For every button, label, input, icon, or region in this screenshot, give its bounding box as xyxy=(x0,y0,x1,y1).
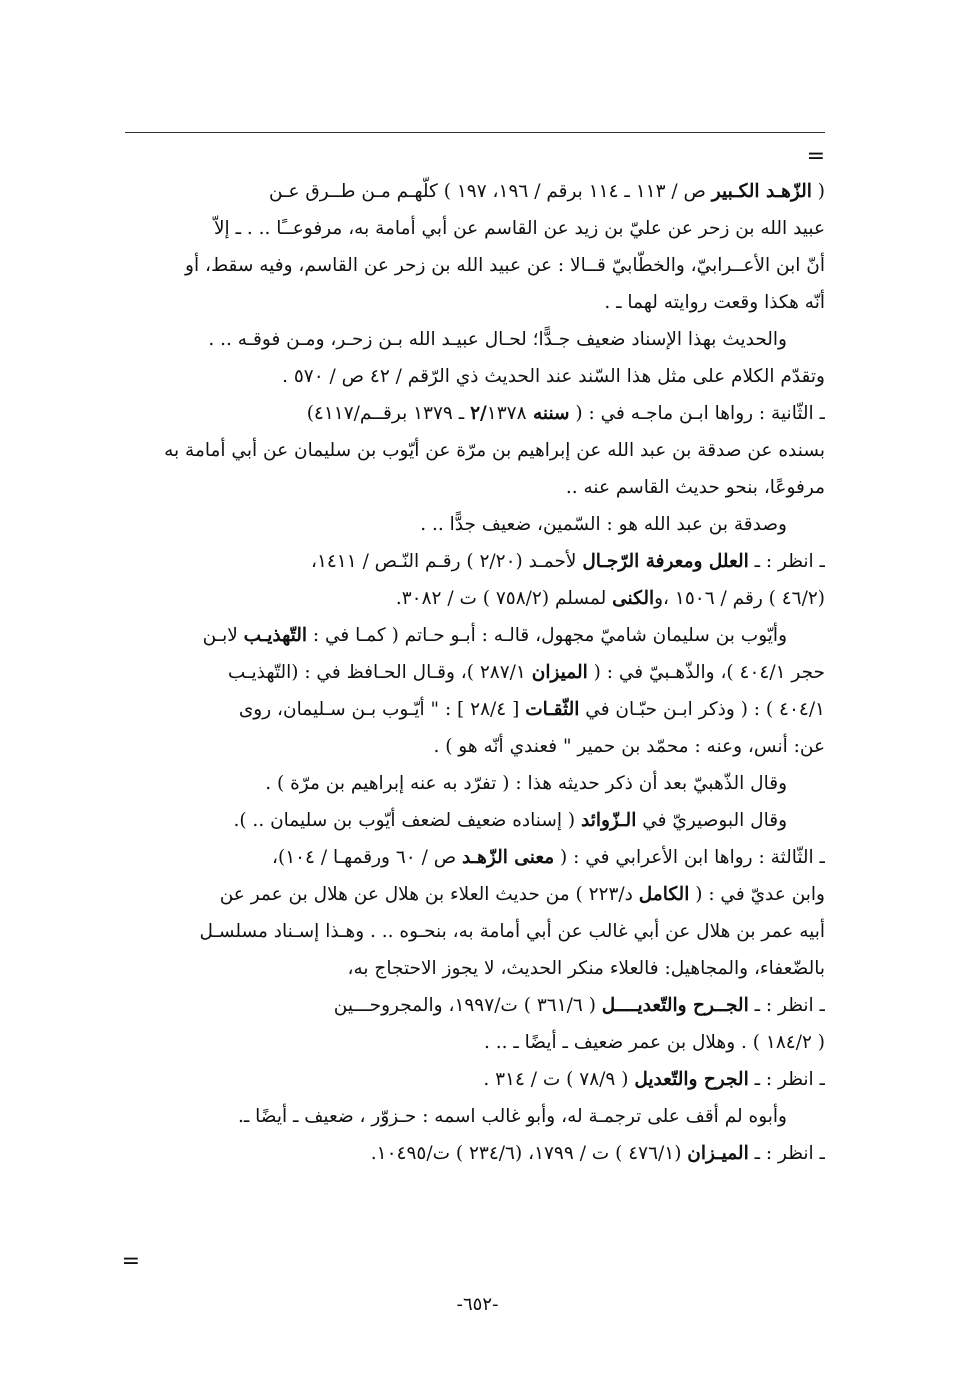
text-segment: بسنده عن صدقة بن عبد الله عن إبراهيم بن مرّة عن أيّوب بن سليمان عن أبي أمامة به xyxy=(164,440,825,461)
bold-title: الكنى xyxy=(612,588,655,609)
text-line xyxy=(125,987,825,1024)
bold-title: سننه ٢/ xyxy=(470,403,570,424)
text-line xyxy=(125,765,825,802)
text-line xyxy=(125,210,825,247)
bold-title: الكامل xyxy=(638,884,690,905)
bold-title: الزّهـد الكـبير xyxy=(711,181,812,202)
text-line xyxy=(125,950,825,987)
text-segment: أنّه هكذا وقعت روايته لهما ـ . xyxy=(604,292,825,313)
text-segment: ـ الثّانية : رواها ابـن ماجـه في : ( xyxy=(569,403,825,424)
text-segment: ( xyxy=(811,181,825,202)
text-segment: ـ انظر : ـ xyxy=(748,1143,825,1164)
text-line xyxy=(125,1098,825,1135)
text-segment: ٢٨٧/١ )، وقـال الحـافظ في : (التّهذيـب xyxy=(227,662,532,683)
text-line xyxy=(125,691,825,728)
text-segment: لأحمـد (٢/٢٠ ) رقـم النّـص / ١٤١١، xyxy=(310,551,583,572)
text-segment: ص / ١١٣ ـ ١١٤ برقم / ١٩٦، ١٩٧ ) كلّهـم مـن طــرق عـن xyxy=(268,181,712,202)
text-line xyxy=(125,247,825,284)
text-line xyxy=(125,580,825,617)
text-segment: عن: أنس، وعنه : محمّد بن حمير " فعندي أنّه هو ) . xyxy=(433,736,825,757)
text-segment: وابن عديّ في : ( xyxy=(689,884,825,905)
text-segment: وقال الذّهبيّ بعد أن ذكر حديثه هذا : ( تفرّد به عنه إبراهيم بن مرّة ) . xyxy=(265,773,787,794)
text-segment: ( ٣٦١/٦ ) ت/١٩٩٧، والمجروحـــين xyxy=(333,995,602,1016)
bold-title: الميزان xyxy=(531,662,588,683)
continuation-mark-top: = xyxy=(806,144,825,169)
text-segment: وأيّوب بن سليمان شاميّ مجهول، قالـه : أبـو حـاتم ( كمـا في : xyxy=(307,625,787,646)
bold-title: الجــرح والتّعديــــل xyxy=(601,995,749,1016)
text-line xyxy=(125,654,825,691)
text-line xyxy=(125,358,825,395)
text-segment: ـ انظر : ـ xyxy=(748,1069,825,1090)
text-segment: لابـن xyxy=(202,625,244,646)
text-line xyxy=(125,432,825,469)
bold-title: معنى الزّهـد xyxy=(462,847,555,868)
text-line xyxy=(125,802,825,839)
text-segment: ٤٠٤/١ ) : ( وذكر ابـن حبّـان في xyxy=(579,699,825,720)
bold-title: العلل ومعرفة الرّجـال xyxy=(582,551,749,572)
bold-title: الـزّوائد xyxy=(581,810,637,831)
text-line xyxy=(125,469,825,506)
text-line xyxy=(125,506,825,543)
text-line xyxy=(125,284,825,321)
text-segment: [ ٢٨/٤ ] : " أيّـوب بـن سـليمان، روى xyxy=(238,699,526,720)
text-segment: حجر ٤٠٤/١ )، والذّهـبيّ في : ( xyxy=(587,662,825,683)
text-segment: ١٣٧٨ ـ ١٣٧٩ برقــم/٤١١٧) xyxy=(306,403,527,424)
text-segment: لمسلم (٧٥٨/٢ ) ت / ٣٠٨٢. xyxy=(395,588,613,609)
text-segment: د/٢٢٣ ) من حديث العلاء بن هلال عن هلال بن عمر عن xyxy=(219,884,639,905)
text-segment: وقال البوصيريّ في xyxy=(636,810,787,831)
text-line xyxy=(125,913,825,950)
body-text xyxy=(125,173,825,1172)
text-segment: أبيه عمر بن هلال عن أبي غالب عن أبي أمامة به، بنحـوه .. . وهـذا إسـناد مسلسـل xyxy=(199,921,825,942)
bold-title: الثّقـات xyxy=(525,699,580,720)
text-line xyxy=(125,1024,825,1061)
text-line xyxy=(125,173,825,210)
text-segment: مرفوعًا، بنحو حديث القاسم عنه .. xyxy=(565,477,825,498)
text-line xyxy=(125,321,825,358)
text-segment: (٤٦/٢ ) رقم / ١٥٠٦ ،و xyxy=(654,588,825,609)
text-line xyxy=(125,1061,825,1098)
text-line xyxy=(125,617,825,654)
text-segment: ( ١٨٤/٢ ) . وهلال بن عمر ضعيف ـ أيضًا ـ .. . xyxy=(483,1032,825,1053)
text-segment: ـ الثّالثة : رواها ابن الأعرابي في : ( xyxy=(554,847,825,868)
text-line xyxy=(125,876,825,913)
top-divider-rule xyxy=(125,132,825,133)
text-segment: وأبوه لم أقف على ترجمـة له، وأبو غالب اسمه : حـزوّر ، ضعيف ـ أيضًا ـ. xyxy=(237,1106,787,1127)
text-segment: والحديث بهذا الإسناد ضعيف جـدًّا؛ لحـال عبيـد الله بـن زحـر، ومـن فوقـه .. . xyxy=(208,329,787,350)
bold-title: الميـزان xyxy=(687,1143,749,1164)
text-line xyxy=(125,839,825,876)
bold-title: التّهذيـب xyxy=(243,625,307,646)
text-line xyxy=(125,395,825,432)
text-segment: ـ انظر : ـ xyxy=(748,995,825,1016)
text-segment: ( ٧٨/٩ ) ت / ٣١٤ . xyxy=(483,1069,635,1090)
text-segment: (٤٧٦/١ ) ت / ١٧٩٩، (٢٣٤/٦ ) ت/١٠٤٩٥. xyxy=(370,1143,688,1164)
continuation-mark-bottom: = xyxy=(121,1249,140,1274)
bold-title: الجرح والتّعديل xyxy=(634,1069,749,1090)
text-segment: ص / ٦٠ ورقمهـا / ١٠٤)، xyxy=(271,847,462,868)
text-segment: وتقدّم الكلام على مثل هذا السّند عند الحديث ذي الرّقم / ٤٢ ص / ٥٧٠ . xyxy=(282,366,825,387)
text-segment: عبيد الله بن زحر عن عليّ بن زيد عن القاسم عن أبي أمامة به، مرفوعــًا .. . ـ إلاّ xyxy=(214,218,825,239)
text-segment: ( إسناده ضعيف لضعف أيّوب بن سليمان .. ). xyxy=(233,810,581,831)
text-segment: بالضّعفاء، والمجاهيل: فالعلاء منكر الحديث، لا يجوز الاحتجاج به، xyxy=(347,958,825,979)
text-segment: وصدقة بن عبد الله هو : السّمين، ضعيف جدًّا .. . xyxy=(420,514,787,535)
page-number: -٦٥٢- xyxy=(456,1294,499,1315)
text-line xyxy=(125,728,825,765)
text-line xyxy=(125,543,825,580)
text-segment: ـ انظر : ـ xyxy=(748,551,825,572)
text-segment: أنّ ابن الأعــرابيّ، والخطّابيّ قــالا : عن عبيد الله بن زحر عن القاسم، وفيه سقط، أو xyxy=(185,255,825,276)
text-line xyxy=(125,1135,825,1172)
